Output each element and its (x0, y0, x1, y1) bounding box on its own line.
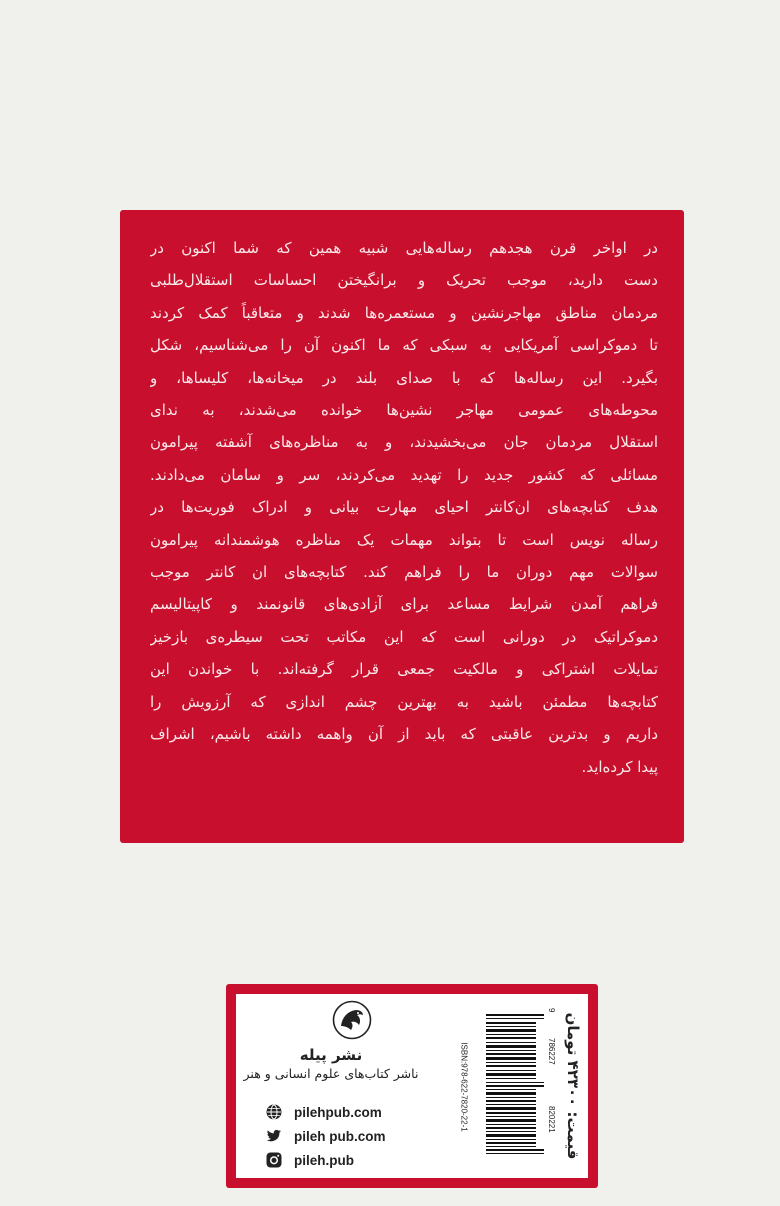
contact-website-text[interactable]: pilehpub.com (294, 1104, 382, 1120)
back-info-inner (236, 994, 588, 1178)
blurb-line: مسائلی که کشور جدید را تهدید می‌کردند، سر و سامان می‌دادند. (150, 465, 658, 484)
barcode (458, 1008, 558, 1166)
blurb-line: در اواخر قرن هجدهم رساله‌هایی شبیه همین که شما اکنون در (150, 239, 658, 257)
blurb-line: پیدا کرده‌اید. (581, 757, 658, 776)
blurb-line: محوطه‌های عمومی مهاجر نشین‌ها خوانده می‌شدند، به ندای (150, 401, 658, 420)
blurb-line: هدف کتابچه‌های ان‌کانتر احیای مهارت بیانی و ادراک فوریت‌ها در (150, 498, 658, 517)
publisher-logo-icon (332, 1000, 372, 1040)
blurb-line: مردمان مناطق مهاجرنشین و مستعمره‌ها شدند و متعاقباً کمک کردند (150, 303, 658, 322)
contact-instagram (266, 1150, 354, 1170)
publisher-block (236, 994, 426, 1178)
barcode-digits-middle: 786227 (547, 1038, 556, 1065)
blurb-box (120, 210, 684, 843)
isbn-text: ISBN:978-622-7820-22-1 (459, 1042, 469, 1132)
publisher-name: نشر پیله (299, 1046, 363, 1064)
barcode-digits-last: 820221 (547, 1106, 556, 1133)
blurb-line: داریم و بدترین عاقبتی که باید از آن واهمه داشته باشیم، اشراف (150, 725, 658, 744)
blurb-line: استقلال مردمان جان می‌بخشیدند، و به مناظره‌های آشفته پیرامون (150, 433, 658, 452)
barcode-digit-first: 9 (547, 1008, 556, 1013)
contact-instagram-text[interactable]: pileh.pub (294, 1152, 354, 1168)
blurb-line: تا دموکراسی آمریکایی به سبکی که ما اکنون آن را می‌شناسیم، شکل (150, 336, 658, 355)
price-label: قیمت: ۴۲۳۰۰ تومان (564, 1012, 582, 1160)
barcode-bars (458, 1008, 558, 1166)
blurb-line: فراهم آمدن شرایط مساعد برای آزادی‌های قانونمند و کاپیتالیسم (150, 595, 658, 614)
blurb-line: رساله نویس است تا بتواند مهمات یک مناظره هوشمندانه پیرامون (150, 530, 658, 549)
instagram-icon (266, 1152, 282, 1168)
contact-website (266, 1102, 382, 1122)
blurb-line: کتابچه‌ها مطمئن باشید به بهترین چشم اندازی که آرزویش را (150, 692, 658, 711)
twitter-icon (266, 1128, 282, 1144)
blurb-line: سوالات مهم دوران ما را فراهم کند. کتابچه‌های ان کانتر موجب (150, 563, 658, 582)
back-info-panel (226, 984, 598, 1188)
globe-icon (266, 1104, 282, 1120)
contact-twitter-text[interactable]: pileh pub.com (294, 1128, 386, 1144)
blurb-line: تمایلات اشتراکی و مالکیت جمعی قرار گرفته‌اند. با خواندن این (150, 660, 658, 679)
blurb-line: دست دارید، موجب تحریک و برانگیختن احساسات استقلال‌طلبی (150, 271, 658, 290)
contact-twitter (266, 1126, 386, 1146)
blurb-line: بگیرد. این رساله‌ها که با صدای بلند در میخانه‌ها، کلیساها، و (150, 368, 658, 387)
blurb-line: دموکراتیک در دورانی است که این مکاتب تحت سیطره‌ی بازخیز (150, 627, 658, 646)
publisher-tagline: ناشر کتاب‌های علوم انسانی و هنر (243, 1066, 419, 1081)
